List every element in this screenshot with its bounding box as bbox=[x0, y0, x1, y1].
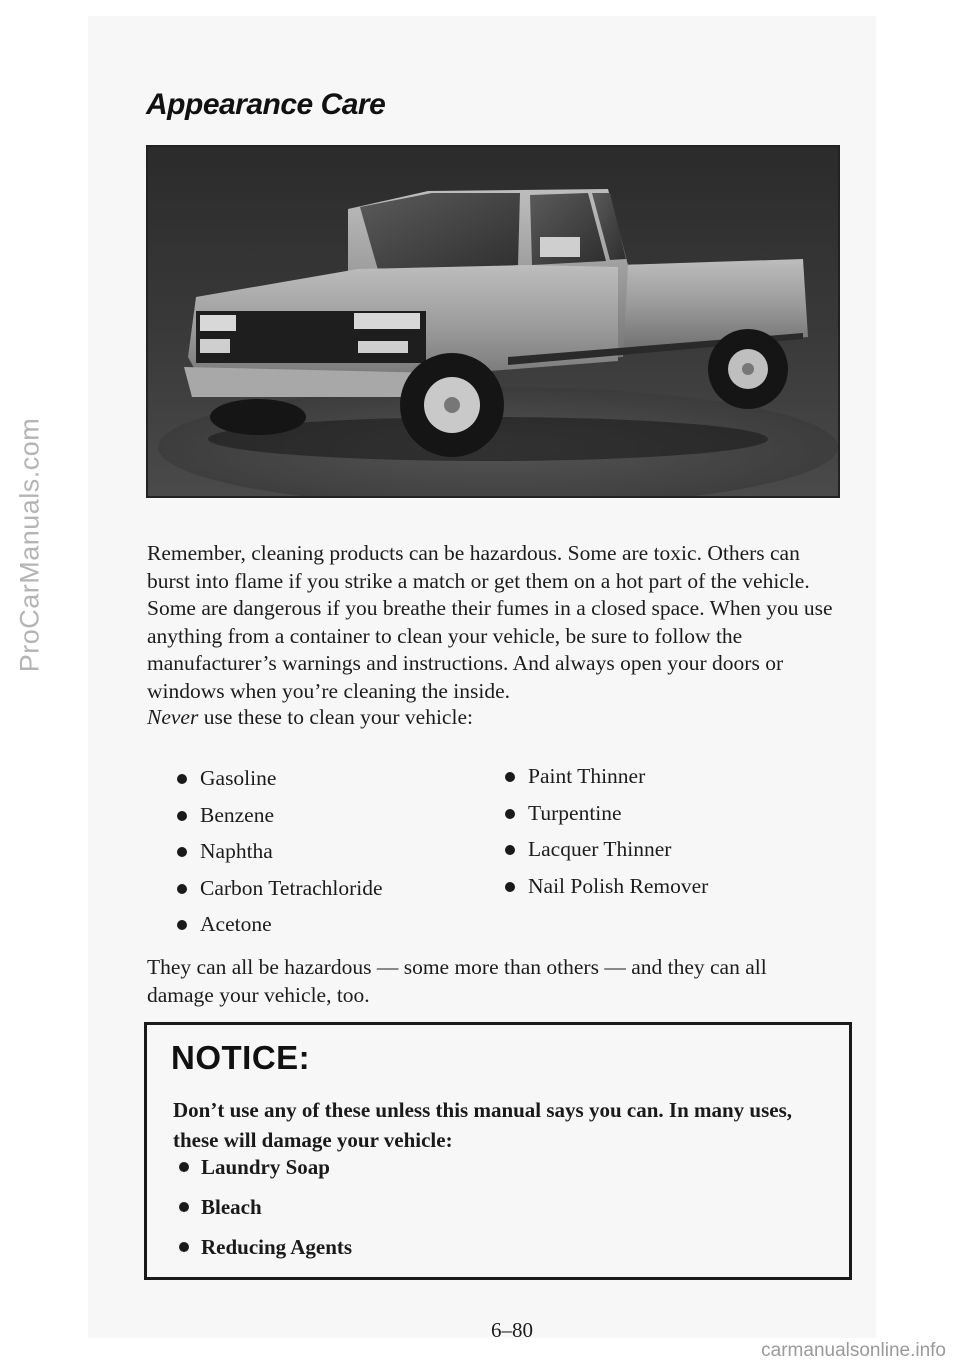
list-item bbox=[497, 831, 708, 868]
list-item-label: Lacquer Thinner bbox=[528, 837, 672, 861]
notice-list bbox=[176, 1147, 352, 1267]
bullet-icon bbox=[179, 1162, 189, 1172]
page-number: 6–80 bbox=[491, 1318, 533, 1342]
notice-title: NOTICE: bbox=[171, 1039, 311, 1076]
side-watermark: ProCarManuals.com bbox=[14, 417, 45, 673]
list-item-label: Nail Polish Remover bbox=[528, 873, 709, 898]
list-item-label: Carbon Tetrachloride bbox=[200, 875, 383, 900]
list-item bbox=[169, 797, 383, 834]
bullet-icon bbox=[177, 920, 187, 930]
never-emphasis: Never bbox=[147, 705, 199, 729]
bullet-icon bbox=[505, 772, 515, 782]
notice-text: Don’t use any of these unless this manual says you can. In many uses, these will damage your vehicle: bbox=[173, 1098, 793, 1152]
bullet-icon bbox=[177, 847, 187, 857]
never-use-text: use these to clean your vehicle: bbox=[198, 705, 473, 729]
outro-paragraph: They can all be hazardous — some more than others — and they can all damage your vehicle, too. bbox=[147, 955, 767, 1007]
list-item bbox=[169, 760, 383, 797]
bottom-watermark: carmanualsonline.info bbox=[761, 1340, 946, 1361]
notice-list-item bbox=[176, 1227, 352, 1267]
notice-list-item bbox=[176, 1147, 352, 1187]
list-item bbox=[169, 906, 383, 943]
list-item-label: Paint Thinner bbox=[528, 764, 646, 788]
list-item-label: Turpentine bbox=[528, 800, 622, 825]
page-title: Appearance Care bbox=[146, 88, 386, 121]
list-item bbox=[497, 868, 708, 905]
list-item bbox=[169, 833, 383, 870]
list-item-label: Naphtha bbox=[200, 839, 273, 863]
notice-item-label: Bleach bbox=[201, 1195, 262, 1219]
pickup-truck-photo bbox=[146, 145, 840, 498]
bullet-icon bbox=[179, 1202, 189, 1212]
list-right bbox=[497, 758, 708, 904]
bullet-icon bbox=[505, 882, 515, 892]
list-item-label: Acetone bbox=[200, 912, 272, 936]
bullet-icon bbox=[179, 1242, 189, 1252]
notice-item-label: Reducing Agents bbox=[201, 1235, 353, 1259]
bullet-icon bbox=[505, 809, 515, 819]
notice-box bbox=[144, 1022, 852, 1280]
list-item-label: Gasoline bbox=[200, 766, 277, 790]
list-item bbox=[497, 758, 708, 795]
list-item bbox=[169, 870, 383, 907]
bullet-icon bbox=[177, 774, 187, 784]
intro-paragraph: Remember, cleaning products can be hazardous. Some are toxic. Others can burst into flame if you strike a match or get them on a hot part of the vehicle. Some are dangerous if you breathe their fumes in a closed space. When you use anything from a container to clean your vehicle, be sure to follow the manufacturer’s warnings and instructions. And always open your doors or windows when you’re cleaning the inside. bbox=[147, 541, 833, 703]
bullet-icon bbox=[177, 811, 187, 821]
never-use-line bbox=[147, 704, 473, 732]
list-item-label: Benzene bbox=[200, 802, 275, 827]
notice-item-label: Laundry Soap bbox=[201, 1155, 330, 1179]
bullet-icon bbox=[505, 845, 515, 855]
notice-list-item bbox=[176, 1187, 352, 1227]
pickup-truck-illustration bbox=[148, 147, 838, 496]
list-left bbox=[169, 760, 383, 943]
bullet-icon bbox=[177, 884, 187, 894]
list-item bbox=[497, 795, 708, 832]
